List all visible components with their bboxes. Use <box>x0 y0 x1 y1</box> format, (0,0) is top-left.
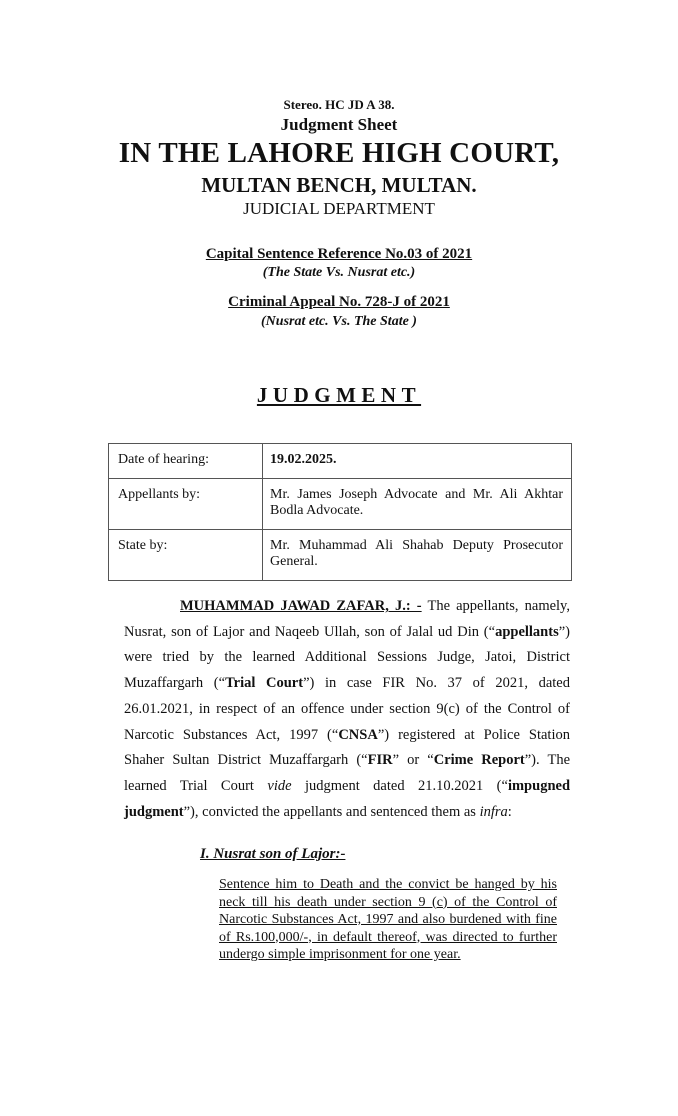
defined-term: Trial Court <box>225 675 304 692</box>
reference-title-1: Capital Sentence Reference No.03 of 2021 <box>205 246 473 262</box>
table-label: Date of hearing: <box>109 444 263 479</box>
body-text: The appellants, namely, Nusrat, son of Lajor and Naqeeb Ullah, son of Jalal ud Din (“ <box>124 598 570 640</box>
table-label: Appellants by: <box>109 479 263 530</box>
judgment-body-paragraph <box>124 594 570 825</box>
reference-title-2: Criminal Appeal No. 728-J of 2021 <box>228 294 450 310</box>
body-text: ”) were tried by the learned Additional Sessions Judge, Jatoi, District Muzaffargarh (“ <box>124 623 570 692</box>
body-text: ”) in case FIR No. 37 of 2021, dated 26.01.2021, in respect of an offence under section 9(c) of the Control of Narcotic Substances Act, 1997 (“ <box>124 675 570 743</box>
body-text: ”). The learned Trial Court <box>124 752 571 794</box>
table-row <box>109 479 572 530</box>
body-text: ” or “ <box>392 752 434 769</box>
reference-parties-1: (The State Vs. Nusrat etc.) <box>262 265 416 280</box>
defined-term: CNSA <box>338 726 378 743</box>
judge-name: MUHAMMAD JAWAD ZAFAR, J.: - <box>180 598 422 614</box>
judgment-heading: JUDGMENT <box>256 383 422 407</box>
defined-term: appellants <box>495 623 559 640</box>
sentence-heading: I. Nusrat son of Lajor:- <box>200 846 346 862</box>
body-text: ”), convicted the appellants and sentenced them as <box>183 803 480 820</box>
table-row <box>109 530 572 581</box>
table-value: Mr. Muhammad Ali Shahab Deputy Prosecutor General. <box>263 530 572 581</box>
italic-term: infra <box>479 803 508 820</box>
judgment-sheet-label: Judgment Sheet <box>280 115 398 134</box>
table-row <box>109 444 572 479</box>
defined-term: impugned judgment <box>124 777 571 820</box>
defined-term: Crime Report <box>433 752 525 769</box>
body-text: judgment dated 21.10.2021 (“ <box>291 777 508 794</box>
italic-term: vide <box>267 777 292 794</box>
table-value: Mr. James Joseph Advocate and Mr. Ali Akhtar Bodla Advocate. <box>263 479 572 530</box>
hearing-info-table <box>108 443 572 581</box>
bench-name: MULTAN BENCH, MULTAN. <box>201 173 477 197</box>
table-label: State by: <box>109 530 263 581</box>
body-text: ”) registered at Police Station Shaher Sultan District Muzaffargarh (“ <box>124 726 570 769</box>
court-name: IN THE LAHORE HIGH COURT, <box>118 137 560 169</box>
stereo-code: Stereo. HC JD A 38. <box>283 97 395 112</box>
table-value: 19.02.2025. <box>263 444 572 479</box>
defined-term: FIR <box>367 752 393 769</box>
department-name: JUDICIAL DEPARTMENT <box>243 199 435 218</box>
body-text: : <box>507 803 512 820</box>
sentence-text: Sentence him to Death and the convict be hanged by his neck till his death under section 9 (c) of the Control of Narcotic Substances Act, 1997 and also burdened with fine of Rs.100,000/-, in default thereof, was directed to further undergo simple imprisonment for one year. <box>219 877 557 962</box>
reference-parties-2: (Nusrat etc. Vs. The State ) <box>261 314 417 329</box>
